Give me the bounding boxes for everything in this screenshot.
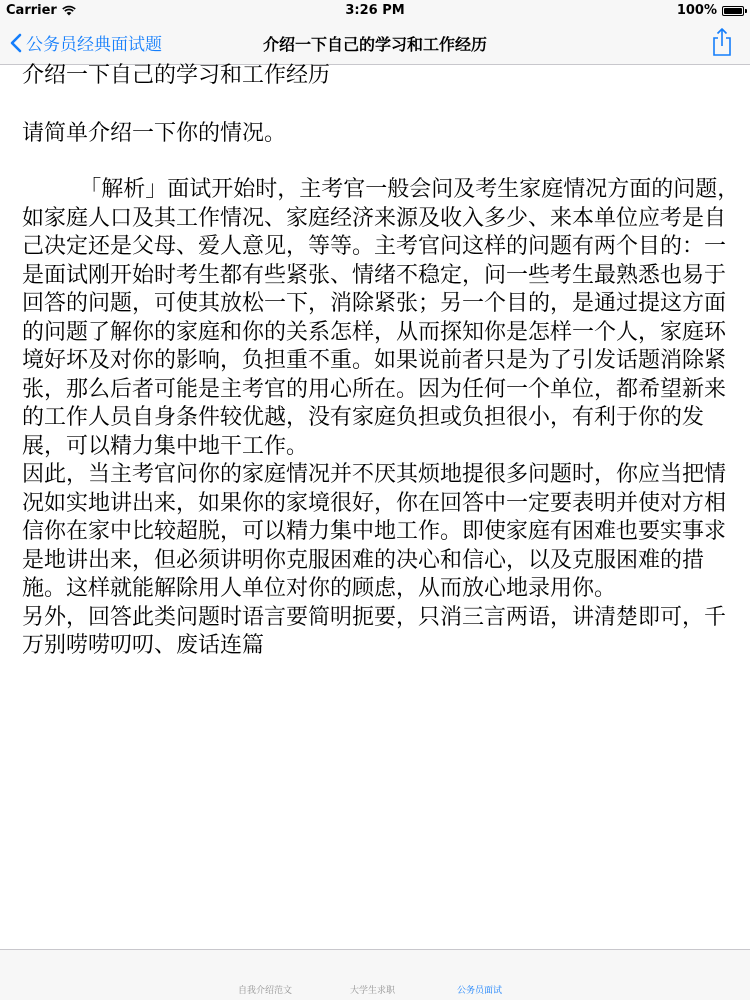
tab-civil-servant-interview[interactable]: 公务员面试 — [457, 986, 503, 996]
carrier-label: Carrier — [6, 3, 57, 18]
tab-graduate-job[interactable]: 大学生求职 — [350, 986, 396, 996]
navigation-bar — [0, 22, 750, 65]
tab-bar — [0, 949, 750, 1000]
article-analysis: 「解析」面试开始时，主考官一般会问及考生家庭情况方面的问题，如家庭人口及其工作情况、家庭经济来源及收入多少、来本单位应考是自己决定还是父母、爱人意见，等等。主考官问这样的问题有两个目的：一是面试刚开始时考生都有些紧张、情绪不稳定，问一些考生最熟悉也易于回答的问题，可使其放松一下，消除紧张；另一个目的，是通过提这方面的问题了解你的家庭和你的关系怎样，从而探知你是怎样一个人，家庭环境好坏及对你的影响，负担重不重。如果说前者只是为了引发话题消除紧张，那么后者可能是主考官的用心所在。因为任何一个单位，都希望新来的工作人员自身条件较优越，没有家庭负担或负担很小，有利于你的发展，可以精力集中地干工作。 — [22, 177, 740, 459]
battery-icon — [722, 6, 744, 16]
tab-self-intro[interactable]: 自我介绍范文 — [238, 986, 293, 996]
article-paragraph: 另外，回答此类问题时语言要简明扼要，只消三言两语，讲清楚即可，千万别唠唠叨叨、废话连篇 — [22, 604, 727, 658]
share-icon[interactable] — [710, 27, 734, 57]
article-heading: 介绍一下自己的学习和工作经历 — [22, 63, 331, 88]
nav-title: 介绍一下自己的学习和工作经历 — [262, 35, 487, 54]
status-time: 3:26 PM — [345, 3, 405, 18]
status-right — [677, 3, 744, 18]
back-button-label: 公务员经典面试题 — [26, 35, 162, 55]
article-content — [22, 62, 742, 661]
status-bar — [0, 0, 750, 22]
battery-percent: 100% — [676, 3, 717, 18]
article-paragraph: 因此，当主考官问你的家庭情况并不厌其烦地提很多问题时，你应当把情况如实地讲出来，如果你的家境很好，你在回答中一定要表明并使对方相信你在家中比较超脱，可以精力集中地工作。即使家庭有困难也要实事求是地讲出来，但必须讲明你克服困难的决心和信心，以及克服困难的措施。这样就能解除用人单位对你的顾虑，从而放心地录用你。 — [22, 462, 727, 601]
article-question: 请简单介绍一下你的情况。 — [22, 120, 287, 146]
